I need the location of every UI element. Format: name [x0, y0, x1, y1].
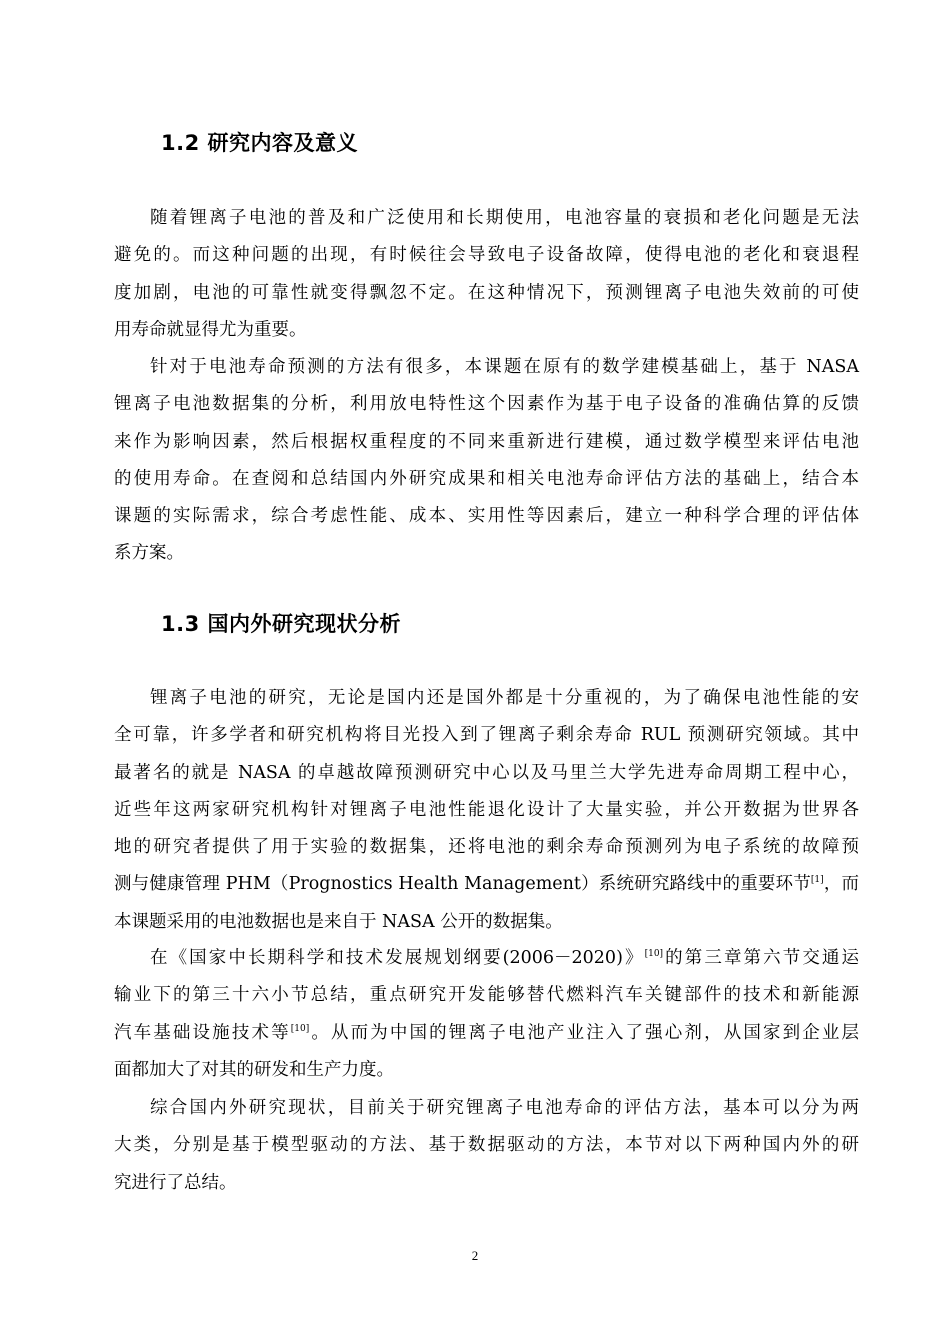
text-line: 随着锂离子电池的普及和广泛使用和长期使用，电池容量的衰损和老化问题是无法: [150, 208, 859, 228]
text-line: 最著名的就是 NASA 的卓越故障预测研究中心以及马里兰大学先进寿命周期工程中心，: [114, 762, 859, 783]
text-line: 输业下的第三十六小节总结，重点研究开发能够替代燃料汽车关键部件的技术和新能源: [114, 985, 859, 1006]
text-segment: 测与健康管理 PHM（Prognostics Health Management）系统研究路线中的重要环节: [114, 874, 811, 895]
text-segment: 汽车基础设施技术等: [114, 1022, 291, 1043]
text-line: 课题的实际需求，综合考虑性能、成本、实用性等因素后，建立一种科学合理的评估体: [114, 506, 859, 527]
text-line: 度加剧，电池的可靠性就变得飘忽不定。在这种情况下，预测锂离子电池失效前的可使: [114, 282, 859, 303]
text-line: 锂离子电池数据集的分析，利用放电特性这个因素作为基于电子设备的准确估算的反馈: [114, 394, 859, 415]
text-line: 本课题采用的电池数据也是来自于 NASA 公开的数据集。: [114, 911, 563, 932]
text-line: 全可靠，许多学者和研究机构将目光投入到了锂离子剩余寿命 RUL 预测研究领域。其中: [114, 725, 859, 746]
text-segment: ，而: [823, 874, 860, 895]
paragraph: [114, 680, 859, 941]
paragraph: [114, 940, 859, 1089]
text-line: 锂离子电池的研究，无论是国内还是国外都是十分重视的，为了确保电池性能的安: [150, 688, 859, 708]
text-line-with-citation: [114, 940, 859, 977]
text-line: 用寿命就显得尤为重要。: [114, 319, 307, 340]
text-line: 针对于电池寿命预测的方法有很多，本课题在原有的数学建模基础上，基于 NASA: [150, 357, 859, 377]
section-heading-1-3: 1.3 国内外研究现状分析: [161, 612, 402, 636]
text-line: 地的研究者提供了用于实验的数据集，还将电池的剩余寿命预测列为电子系统的故障预: [114, 837, 859, 858]
paragraph: [114, 349, 859, 573]
text-line: 综合国内外研究现状，目前关于研究锂离子电池寿命的评估方法，基本可以分为两: [150, 1098, 859, 1118]
section-heading-1-2: 1.2 研究内容及意义: [161, 131, 359, 155]
text-line: 大类，分别是基于模型驱动的方法、基于数据驱动的方法，本节对以下两种国内外的研: [114, 1135, 859, 1156]
text-segment: 在《国家中长期科学和技术发展规划纲要(2006－2020)》: [150, 948, 645, 968]
text-line-with-citation: [114, 1015, 859, 1052]
citation-ref: [10]: [644, 949, 664, 959]
page-number: 2: [471, 1248, 479, 1263]
text-line: 近些年这两家研究机构针对锂离子电池性能退化设计了大量实验，并公开数据为世界各: [114, 799, 859, 820]
paragraph: [114, 200, 859, 349]
citation-ref: [1]: [810, 875, 824, 886]
text-line: 避免的。而这种问题的出现，有时候往会导致电子设备故障，使得电池的老化和衰退程: [114, 245, 859, 266]
text-line-with-citation: [114, 866, 859, 903]
paragraph: [114, 1090, 859, 1202]
text-segment: 。从而为中国的锂离子电池产业注入了强心剂，从国家到企业层: [309, 1022, 860, 1043]
text-line: 系方案。: [114, 543, 184, 564]
citation-ref: [10]: [290, 1023, 310, 1034]
text-line: 究进行了总结。: [114, 1172, 237, 1193]
text-line: 来作为影响因素，然后根据权重程度的不同来重新进行建模，通过数学模型来评估电池: [114, 431, 859, 452]
text-segment: 的第三章第六节交通运: [663, 948, 860, 968]
text-line: 的使用寿命。在查阅和总结国内外研究成果和相关电池寿命评估方法的基础上，结合本: [114, 468, 859, 489]
text-line: 面都加大了对其的研发和生产力度。: [114, 1059, 394, 1080]
